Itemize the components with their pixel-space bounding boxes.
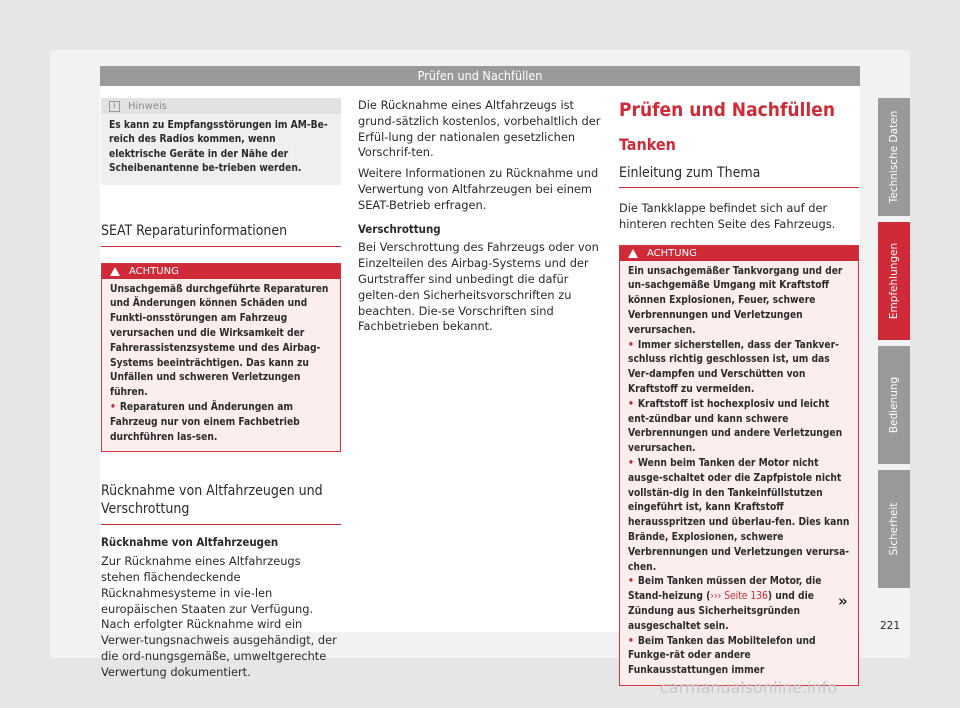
page-number: 221 [880, 620, 901, 632]
topic-title: Einleitung zum Thema [619, 164, 859, 188]
bullet-icon: • [110, 402, 116, 413]
warning-bullet-text: ) und die Zündung aus Sicherheitsgründen ausgeschaltet sein. [628, 591, 814, 632]
tab-label: Sicherheit [888, 502, 900, 556]
warning-intro: Ein unsachgemäßer Tankvorgang und der un-sachgemäße Umgang mit Kraftstoff können Explosionen, Feuer, schwere Verbrennungen und Verletzungen verursachen. [628, 265, 843, 336]
warning-bullet-text: Beim Tanken müssen der Motor, die Stand-heizung ( [628, 576, 822, 603]
warning-bullet [628, 575, 850, 634]
warning-bullet-text: Beim Tanken das Mobiltelefon und Funkge-rät oder andere Funkausstattungen immer [628, 635, 816, 677]
bullet-icon: • [628, 339, 634, 351]
warning-bullet-text: Immer sicherstellen, dass der Tankver-schluss richtig geschlossen ist, um das Ver-dampfen und Verschütten von Kraftstoff zu vermeiden. [628, 339, 839, 395]
warning-header [102, 264, 340, 279]
section-title-tanken: Tanken [619, 135, 676, 154]
subheading-scrapping: Verschrottung [358, 221, 441, 236]
warning-box-fueling [619, 245, 859, 686]
watermark: carmanualsonline.info [660, 678, 838, 697]
hint-label: Hinweis [128, 100, 167, 112]
warning-label: ACHTUNG [647, 247, 697, 259]
section-title-recycling: Rücknahme von Altfahrzeugen und Verschrottung [101, 482, 341, 525]
warning-bullet [110, 401, 332, 445]
paragraph-free-return: Die Rücknahme eines Altfahrzeugs ist grund-sätzlich kostenlos, vorbehaltlich der Erfül-lung der nationalen gesetzlichen Vorschrif-ten. [358, 98, 601, 160]
continue-arrow-icon: » [838, 592, 848, 610]
bullet-icon: • [628, 576, 634, 588]
paragraph-more-info: Weitere Informationen zu Rücknahme und Verwertung von Altfahrzeugen bei einem SEAT-Betrieb erfragen. [358, 166, 599, 212]
warning-bullet-text: Kraftstoff ist hochexplosiv und leicht ent-zündbar und kann schwere Verbrennungen und andere Verletzungen verursachen. [628, 398, 843, 455]
hint-text: Es kann zu Empfangsstörungen im AM-Be-reich des Radios kommen, wenn elektrische Geräte in der Nähe der Scheibenantenne be-trieben werden. [109, 120, 328, 175]
column-left [101, 98, 341, 681]
bullet-icon: • [628, 398, 634, 410]
warning-triangle-icon [110, 267, 120, 276]
tab-bedienung[interactable] [878, 346, 910, 464]
warning-bullet [628, 635, 850, 679]
chapter-title: Prüfen und Nachfüllen [619, 99, 836, 121]
info-icon: i [109, 101, 120, 112]
subheading-take-back: Rücknahme von Altfahrzeugen [101, 535, 279, 550]
warning-header [620, 246, 858, 261]
tab-label: Bedienung [888, 376, 900, 434]
warning-body [620, 261, 858, 685]
warning-bullet-text: Wenn beim Tanken der Motor nicht ausge-schaltet oder die Zapfpistole nicht vollstän-dig in den Tankeinfüllstutzen eingeführt ist, kann Kraftstoff herausspritzen und überlau-fen. Dies kann Brände, Explosionen, schwere Verbrennungen und Verletzungen verursa-chen. [628, 457, 850, 573]
warning-box-repair [101, 263, 341, 453]
hint-box [101, 98, 341, 185]
tab-technische-daten[interactable] [878, 98, 910, 216]
warning-bullet [628, 339, 850, 398]
tab-empfehlungen[interactable] [878, 222, 910, 340]
bullet-icon: • [628, 457, 634, 469]
warning-label: ACHTUNG [129, 265, 179, 277]
column-middle [358, 98, 601, 335]
section-title-repair: SEAT Reparaturinformationen [101, 222, 341, 247]
tab-label: Technische Daten [888, 110, 900, 204]
page-header: Prüfen und Nachfüllen [100, 66, 860, 86]
paragraph-scrapping: Bei Verschrottung des Fahrzeugs oder von Einzelteilen des Airbag-Systems und der Gurtstraffer sind unbedingt die dafür gelten-den Sicherheitsvorschriften zu beachten. Die-se Vorschriften sind Fachbetrieben bekannt. [358, 240, 599, 334]
warning-bullet-text: Reparaturen und Änderungen am Fahrzeug nur von einem Fachbetrieb durchführen las-sen. [110, 402, 300, 443]
hint-header [101, 98, 341, 114]
column-right [619, 98, 859, 686]
warning-bullet [628, 457, 850, 575]
warning-body [102, 279, 340, 452]
paragraph-take-back: Zur Rücknahme eines Altfahrzeugs stehen flächendeckende Rücknahmesysteme in vie-len europäischen Staaten zur Verfügung. Nach erfolgter Rücknahme wird ein Verwer-tungsnachweis ausgehändigt, der die ord-nungsgemäße, umweltgerechte Verwertung dokumentiert. [101, 554, 337, 679]
paragraph-tank-flap: Die Tankklappe befindet sich auf der hinteren rechten Seite des Fahrzeugs. [619, 201, 836, 231]
bullet-icon: • [628, 635, 634, 647]
tab-sicherheit[interactable] [878, 470, 910, 588]
warning-bullet [628, 398, 850, 457]
warning-triangle-icon [628, 249, 638, 258]
page-reference-link[interactable]: ››› Seite 136 [710, 591, 768, 603]
warning-intro: Unsachgemäß durchgeführte Reparaturen und Änderungen können Schäden und Funkti-onsstörungen am Fahrzeug verursachen und die Wirksamkeit der Fahrerassistenzsysteme und des Airbag-Systems beeinträchtigen. Das kann zu Unfällen und schweren Verletzungen führen. [110, 283, 329, 399]
tab-label: Empfehlungen [888, 242, 900, 320]
